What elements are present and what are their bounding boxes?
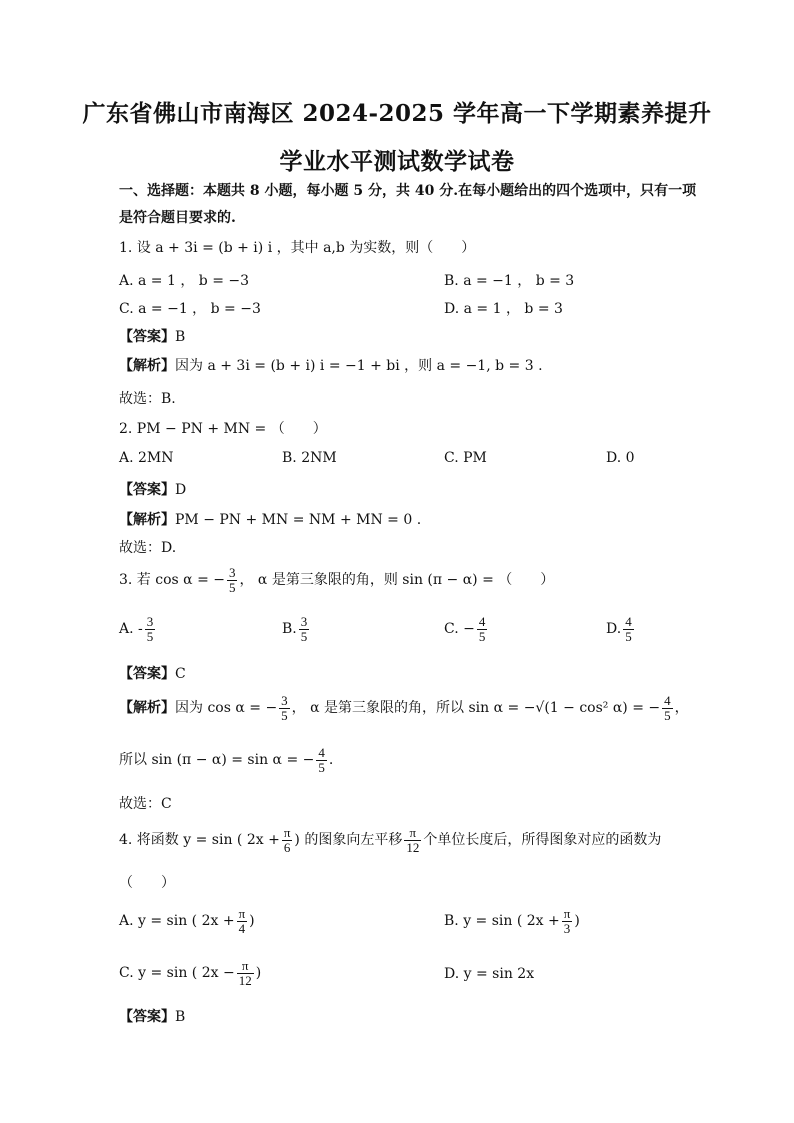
q3-answer [119,663,186,683]
q4-option-b [444,907,580,935]
q3-option-d [606,615,636,643]
analysis-pre: 因为 cos α = − [175,700,278,717]
option-label: A. - [119,621,143,638]
fraction-numerator: 4 [625,614,632,629]
option-fraction [477,615,488,643]
fraction-denominator: 12 [406,839,420,855]
q2-option-b: B. 2NM [282,450,337,466]
fraction-denominator: 6 [283,839,291,855]
fraction-numerator: 3 [300,614,308,629]
q1-analysis [119,355,543,375]
option-fraction [562,907,573,935]
analysis2-end: . [328,752,334,769]
q4-option-a [119,907,255,935]
option-label: B. [282,621,297,638]
option-post: ) [574,913,580,930]
fraction-numerator: 4 [664,693,671,708]
answer-tag: 【答案】 [119,666,175,682]
answer-value: D [175,482,187,498]
analysis2-fraction [316,746,327,774]
fraction-denominator: 5 [478,628,486,644]
option-pre: B. y = sin ( 2x + [444,913,560,930]
q3-option-a [119,615,157,643]
option-fraction [237,959,254,987]
analysis-text: PM − PN + MN = NM + MN = 0 . [175,512,422,528]
q3-option-c [444,615,489,643]
fraction-denominator: 5 [228,579,236,595]
q1-option-b: B. a = −1 ， b = 3 [444,273,575,289]
q1-option-a: A. a = 1 ， b = −3 [119,273,250,289]
doc-title-line1: 广东省佛山市南海区 2024-2025 学年高一下学期素养提升 [82,100,712,127]
doc-title-line2: 学业水平测试数学试卷 [279,148,515,175]
q3-option-b [282,615,311,643]
q4-stem [119,826,661,854]
q3-stem-fraction [227,566,238,594]
fraction-numerator: π [237,959,254,974]
fraction-denominator: 12 [238,972,252,988]
option-pre: C. y = sin ( 2x − [119,965,235,982]
fraction-denominator: 4 [238,920,246,936]
answer-tag: 【答案】 [119,482,175,498]
q4-stem-post: 个单位长度后，所得图象对应的函数为 [423,832,662,849]
analysis-mid: ， α 是第三象限的角，所以 sin α = −√(1 − cos² α) = − [291,700,661,717]
analysis-tag: 【解析】 [119,358,175,374]
fraction-numerator: 4 [318,745,325,760]
q3-choose: 故选：C [119,796,172,812]
q1-answer [119,326,185,346]
answer-tag: 【答案】 [119,1009,175,1025]
analysis2-pre: 所以 sin (π − α) = sin α = − [119,752,315,769]
answer-value: C [175,666,186,682]
q4-stem-pre: 4. 将函数 y = sin ( 2x + [119,832,280,849]
fraction-numerator: π [283,825,291,840]
option-post: ) [249,913,255,930]
option-fraction [237,907,248,935]
q4-option-d: D. y = sin 2x [444,966,535,982]
q2-option-a: A. 2MN [119,450,174,466]
q2-option-c: C. PM [444,450,487,466]
option-fraction [299,615,310,643]
answer-tag: 【答案】 [119,329,175,345]
option-label: C. − [444,621,475,638]
q4-option-c [119,959,261,987]
fraction-numerator: 3 [281,693,288,708]
q1-choose: 故选：B. [119,391,176,407]
q1-option-c: C. a = −1 ， b = −3 [119,301,261,317]
fraction-numerator: 3 [146,614,154,629]
fraction-numerator: 3 [228,565,236,580]
q2-stem: 2. PM − PN + MN = （ ） [119,421,327,437]
q1-stem: 1. 设 a + 3i = (b + i) i ，其中 a,b 为实数，则（ ） [119,240,476,256]
fraction-denominator: 5 [318,759,325,775]
q3-stem-post: ， α 是第三象限的角，则 sin (π − α) = （ ） [239,572,555,589]
option-fraction [623,615,634,643]
analysis-fraction [279,694,290,722]
fraction-numerator: π [563,906,571,921]
answer-value: B [175,1009,186,1025]
fraction-denominator: 5 [300,628,308,644]
analysis-end: ， [674,700,689,717]
fraction-numerator: π [404,826,421,841]
section-heading-line1: 一、选择题：本题共 8 小题，每小题 5 分，共 40 分.在每小题给出的四个选项中，只有一项 [119,183,697,199]
option-post: ) [255,965,262,982]
analysis-text: 因为 a + 3i = (b + i) i = −1 + bi ，则 a = −1, b = 3 . [175,358,543,374]
q4-stem-fraction-1 [282,826,293,854]
fraction-denominator: 3 [563,920,571,936]
q2-choose: 故选：D. [119,540,177,556]
fraction-denominator: 5 [281,707,288,723]
option-label: D. [606,621,622,638]
analysis-tag: 【解析】 [119,700,175,717]
fraction-numerator: 4 [478,614,486,629]
q4-stem-fraction-2 [404,826,421,854]
analysis-tag: 【解析】 [119,512,175,528]
option-pre: A. y = sin ( 2x + [119,913,235,930]
fraction-denominator: 5 [146,628,154,644]
fraction-numerator: π [238,906,246,921]
option-fraction [145,615,156,643]
q3-stem [119,566,554,594]
q3-analysis-line2 [119,746,333,774]
q4-stem-mid: ) 的图象向左平移 [294,832,403,849]
q2-analysis [119,509,421,529]
q4-answer [119,1006,185,1026]
fraction-denominator: 5 [625,628,632,644]
fraction-denominator: 5 [664,707,671,723]
q2-option-d: D. 0 [606,450,635,466]
q3-analysis [119,694,689,722]
section-heading-line2: 是符合题目要求的. [119,210,236,226]
analysis-fraction-2 [662,694,673,722]
q4-stem-line2: （ ） [119,875,175,891]
answer-value: B [175,329,186,345]
q2-answer [119,479,186,499]
q3-stem-pre: 3. 若 cos α = − [119,572,225,589]
q1-option-d: D. a = 1 ， b = 3 [444,301,563,317]
